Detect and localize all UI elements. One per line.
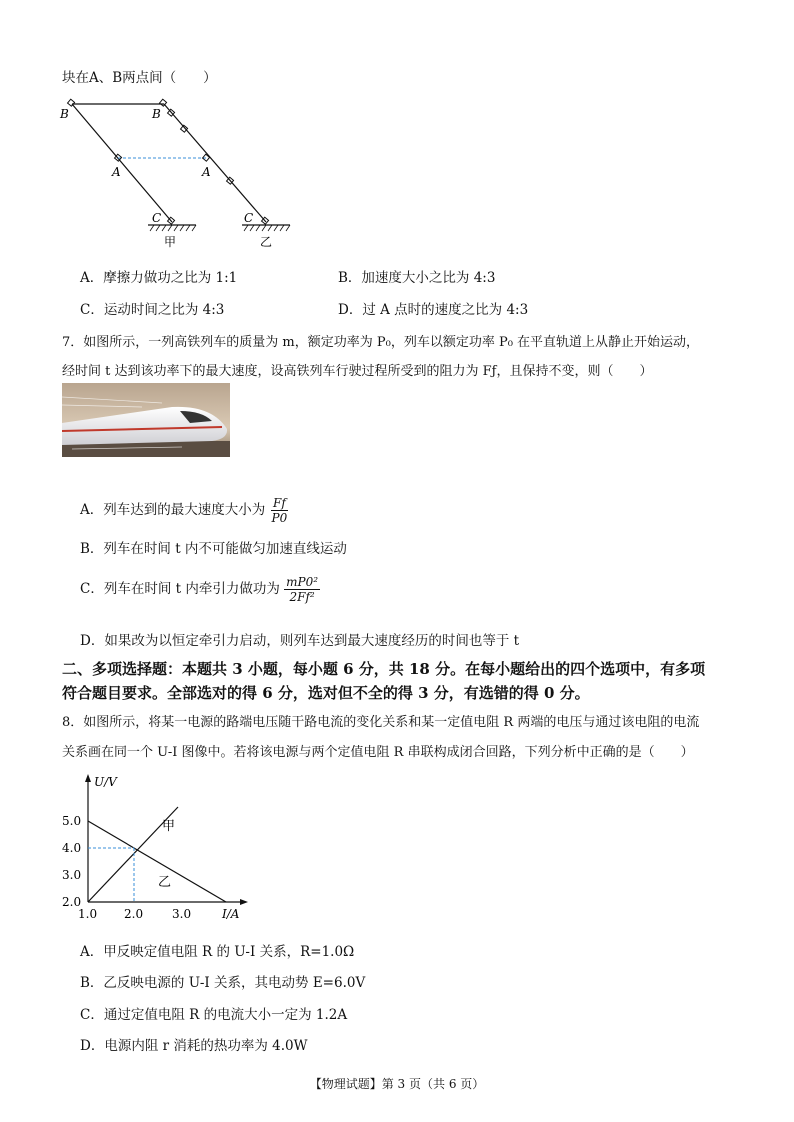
q8-option-a: A．甲反映定值电阻 R 的 U-I 关系，R=1.0Ω <box>80 944 355 960</box>
q6-stem-tail: 块在A、B两点间（ ） <box>62 70 217 86</box>
graph-xtick-2: 2.0 <box>124 907 144 921</box>
q7-option-a-fraction <box>270 497 290 524</box>
q6-jia-label-C: C <box>152 211 162 225</box>
q7-option-a-text: A．列车达到的最大速度大小为 <box>80 502 266 518</box>
page-footer: 【物理试题】第 3 页（共 6 页） <box>309 1077 485 1091</box>
q8-option-c: C．通过定值电阻 R 的电流大小一定为 1.2A <box>80 1007 348 1023</box>
q7-stem-line2: 经时间 t 达到该功率下的最大速度，设高铁列车行驶过程所受到的阻力为 Fƒ，且保持不变，则（ ） <box>62 364 653 379</box>
q7-c-den: 2Ff² <box>289 590 315 604</box>
graph-ytick-2: 2.0 <box>62 895 82 909</box>
q6-option-b: B．加速度大小之比为 4:3 <box>338 270 496 286</box>
train-photo <box>62 383 230 457</box>
graph-line-yi-label: 乙 <box>158 875 172 890</box>
q6-jia-label-B: B <box>60 107 69 121</box>
q6-jia-name: 甲 <box>164 235 177 249</box>
graph-xlabel: I/A <box>222 907 240 921</box>
q8-option-b: B．乙反映电源的 U-I 关系，其电动势 E=6.0V <box>80 975 366 991</box>
q6-jia-label-A: A <box>112 165 121 179</box>
q7-stem-line1: 7．如图所示，一列高铁列车的质量为 m，额定功率为 P₀，列车以额定功率 P₀ 在平直轨道上从静止开始运动， <box>62 335 700 350</box>
q8-ui-graph <box>58 772 258 922</box>
q6-yi-label-C: C <box>244 211 254 225</box>
graph-line-jia-label: 甲 <box>162 819 176 834</box>
graph-ytick-4: 4.0 <box>62 841 82 855</box>
graph-ytick-3: 3.0 <box>62 868 82 882</box>
q7-option-c <box>80 576 320 603</box>
graph-xtick-3: 3.0 <box>172 907 192 921</box>
q8-stem-line1: 8．如图所示，将某一电源的路端电压随干路电流的变化关系和某一定值电阻 R 两端的电压与通过该电阻的电流 <box>62 715 700 730</box>
section2-line1: 二、多项选择题：本题共 3 小题，每小题 6 分，共 18 分。在每小题给出的四个选项中，有多项 <box>62 660 706 678</box>
q7-c-num: mP0² <box>286 575 319 589</box>
q6-option-d: D．过 A 点时的速度之比为 4:3 <box>338 302 529 318</box>
graph-ylabel: U/V <box>94 775 117 789</box>
graph-xtick-1: 1.0 <box>78 907 98 921</box>
q6-yi-name: 乙 <box>260 235 273 249</box>
q7-option-b: B．列车在时间 t 内不可能做匀加速直线运动 <box>80 541 347 557</box>
q6-yi-label-A: A <box>202 165 211 179</box>
section2-line2: 符合题目要求。全部选对的得 6 分，选对但不全的得 3 分，有选错的得 0 分。 <box>62 684 590 702</box>
q6-yi-label-B: B <box>152 107 161 121</box>
graph-ytick-5: 5.0 <box>62 814 82 828</box>
q7-a-num: Ff <box>273 496 286 510</box>
q7-option-a <box>80 497 289 524</box>
q6-option-a: A．摩擦力做功之比为 1:1 <box>80 270 238 286</box>
q8-stem-line2: 关系画在同一个 U-I 图像中。若将该电源与两个定值电阻 R 串联构成闭合回路，下列分析中正确的是（ ） <box>62 745 694 760</box>
q7-option-c-fraction <box>284 576 320 603</box>
q7-option-c-text: C．列车在时间 t 内牵引力做功为 <box>80 581 280 597</box>
q6-incline-figure <box>56 92 316 252</box>
q7-a-den: P0 <box>271 511 288 525</box>
q7-option-d: D．如果改为以恒定牵引力启动，则列车达到最大速度经历的时间也等于 t <box>80 633 520 649</box>
q6-option-c: C．运动时间之比为 4:3 <box>80 302 225 318</box>
q8-option-d: D．电源内阻 r 消耗的热功率为 4.0W <box>80 1038 308 1054</box>
